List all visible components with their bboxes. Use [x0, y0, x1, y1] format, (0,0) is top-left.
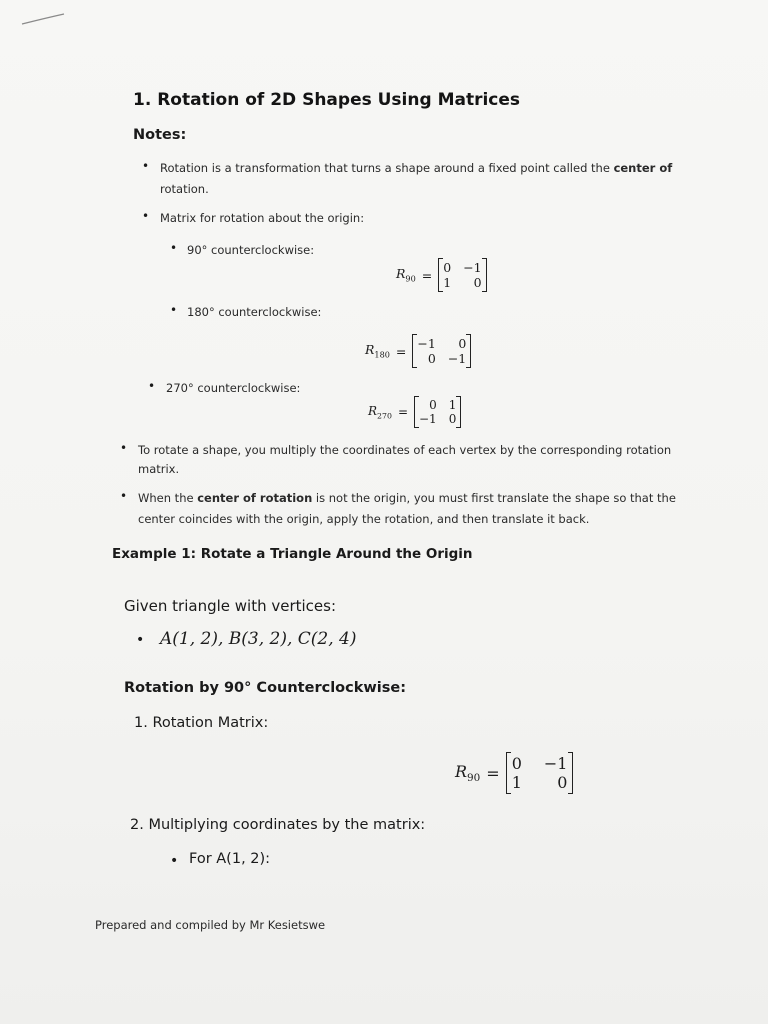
matrix-symbol: R: [368, 403, 378, 418]
bullet-icon: •: [148, 379, 156, 393]
matrix-note-text: Matrix for rotation: [160, 211, 265, 225]
matrix-brackets: [412, 334, 471, 368]
bullet-icon: •: [170, 303, 178, 317]
given-text: Given triangle with vertices:: [124, 597, 337, 615]
ccw180-label: 180° counterclockwise:: [187, 305, 322, 319]
bullet-icon: •: [170, 241, 178, 255]
matrix-cell: 1: [448, 398, 457, 412]
center-note-line1: [138, 491, 676, 505]
matrix-label: [396, 266, 416, 284]
step-rotation-matrix: 1. Rotation Matrix:: [134, 715, 269, 731]
matrix-cell: 0: [473, 275, 482, 290]
footer-credit: Prepared and compiled by Mr Kesietswe: [95, 918, 326, 932]
matrix-cell: 0: [458, 336, 467, 351]
matrix-cell: −1: [543, 754, 568, 773]
matrix-label: [368, 404, 392, 420]
matrix-brackets: [506, 752, 574, 794]
bullet-icon: •: [170, 853, 179, 869]
matrix-cell: −1: [447, 351, 467, 366]
matrix-cell: 0: [448, 412, 457, 426]
multiply-note-line2: matrix.: [138, 462, 180, 476]
bullet-icon: •: [136, 632, 145, 648]
matrix-cell: 0: [511, 754, 522, 773]
vertices-list: A(1, 2), B(3, 2), C(2, 4): [160, 629, 357, 649]
center-note-suffix: is not the origin, you must first translate the shape so that the: [312, 491, 676, 505]
matrix-cell: 0: [557, 773, 568, 792]
matrix-label: [365, 342, 390, 360]
matrix-symbol: R: [396, 266, 406, 282]
matrix-label: [455, 762, 480, 784]
matrix-cell: 1: [443, 275, 452, 290]
rotation-definition-line2: rotation.: [160, 182, 209, 196]
center-note-prefix: When the: [138, 491, 198, 505]
page-title: 1. Rotation of 2D Shapes Using Matrices: [133, 90, 521, 110]
matrix-subscript: 90: [467, 772, 481, 785]
matrix-r90: [396, 258, 487, 292]
matrix-cell: 0: [427, 351, 436, 366]
notes-heading: Notes:: [133, 127, 187, 143]
matrix-r270: [368, 396, 461, 428]
equals-sign: =: [421, 267, 433, 283]
center-note-line2: center coincides with the origin, apply the rotation, and then translate it back.: [138, 512, 590, 526]
matrix-subscript: 270: [377, 411, 392, 421]
rotation-heading: Rotation by 90° Counterclockwise:: [124, 680, 406, 696]
equals-sign: =: [486, 763, 500, 783]
rotation-definition-line1: [160, 161, 672, 175]
equals-sign: =: [395, 343, 407, 359]
matrix-cell: 0: [443, 260, 452, 275]
matrix-note-suffix: about the origin:: [264, 211, 365, 225]
for-a-label: For A(1, 2):: [189, 851, 271, 867]
matrix-r90-example: [455, 752, 573, 794]
ccw90-label: 90° counterclockwise:: [187, 243, 315, 257]
equals-sign: =: [397, 405, 408, 419]
ccw270-label: 270° counterclockwise:: [166, 381, 301, 395]
matrix-cell: 1: [511, 773, 522, 792]
matrix-cell: −1: [463, 260, 482, 275]
bullet-icon: •: [120, 489, 128, 503]
matrix-subscript: 180: [374, 349, 390, 360]
matrix-cell: 0: [429, 398, 437, 412]
rotation-definition-bold: center of: [613, 161, 673, 175]
matrix-brackets: [438, 258, 486, 292]
matrix-brackets: [414, 396, 461, 428]
center-note-bold: center of rotation: [197, 491, 313, 505]
matrix-symbol: R: [365, 342, 375, 358]
matrix-r180: [365, 334, 471, 368]
matrix-cell: −1: [417, 336, 436, 351]
example-heading: Example 1: Rotate a Triangle Around the Origin: [112, 546, 473, 562]
matrix-cell: −1: [419, 412, 437, 426]
matrix-subscript: 90: [405, 273, 416, 284]
bullet-icon: •: [120, 441, 128, 455]
bullet-icon: •: [142, 159, 150, 173]
matrix-note: [160, 211, 364, 225]
rotation-definition-text: Rotation is a transformation that turns a shape around a fixed point called the: [160, 161, 614, 175]
step-multiplying: 2. Multiplying coordinates by the matrix:: [130, 817, 426, 833]
matrix-symbol: R: [455, 761, 468, 781]
multiply-note-line1: To rotate a shape, you multiply the coordinates of each vertex by the corresponding rotation: [138, 443, 672, 457]
bullet-icon: •: [142, 209, 150, 223]
pen-mark-icon: [20, 12, 68, 26]
